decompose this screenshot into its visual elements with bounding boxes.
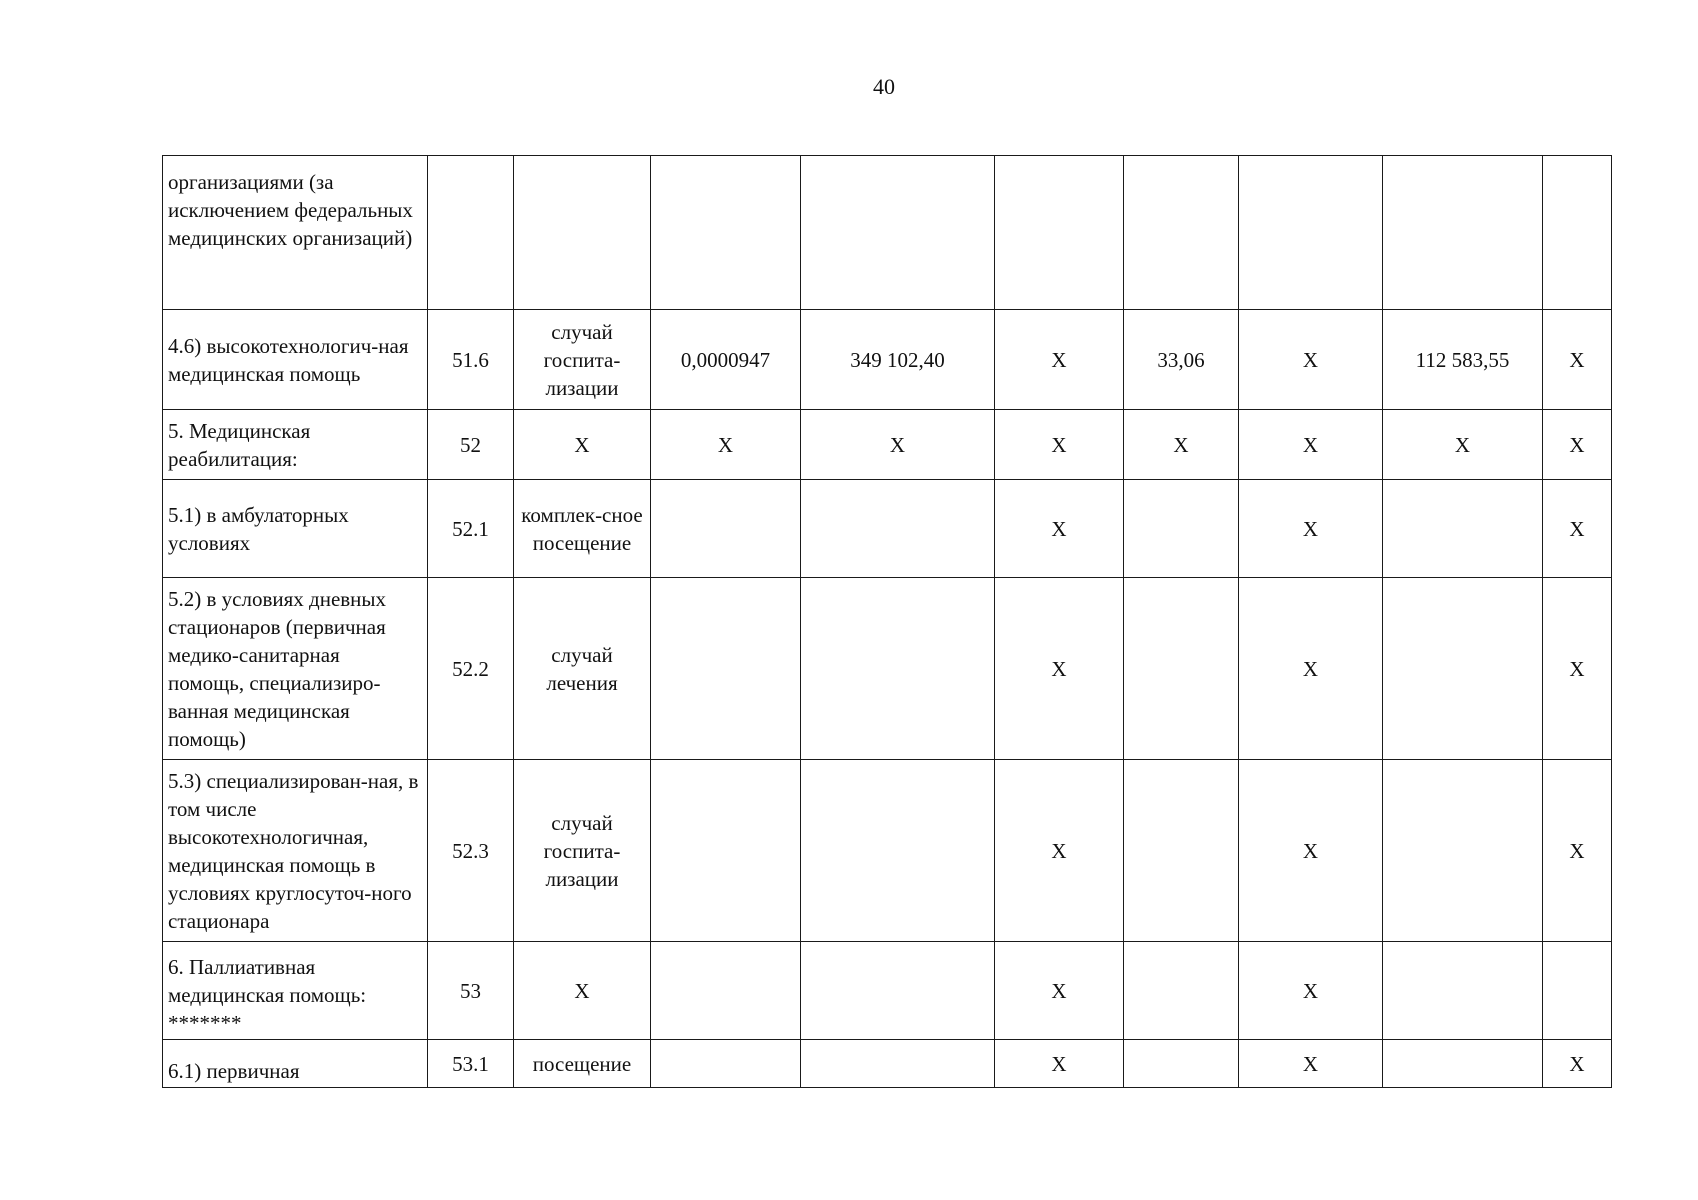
cell-col8: Х [1239,942,1383,1040]
cell-col8: Х [1239,1040,1383,1088]
row-code: 51.6 [428,310,514,410]
row-name: 5.2) в условиях дневных стационаров (первичная медико-санитарная помощь, специализиро-ванная медицинская помощь) [163,578,428,760]
cell-col6: Х [995,410,1124,480]
row-unit: комплек-сное посещение [514,480,651,578]
table-row [163,410,1612,480]
cell-col6 [995,156,1124,310]
cell-col10 [1543,942,1612,1040]
cell-col10: Х [1543,310,1612,410]
table-row [163,156,1612,310]
cell-col6: Х [995,1040,1124,1088]
row-unit: посещение [514,1040,651,1088]
table-row [163,310,1612,410]
cell-col6: Х [995,578,1124,760]
cell-col4: 0,0000947 [651,310,801,410]
table-row [163,1040,1612,1088]
cell-col5 [801,480,995,578]
cell-col6: Х [995,310,1124,410]
cell-col6: Х [995,480,1124,578]
cell-col4 [651,942,801,1040]
row-name: 5.1) в амбулаторных условиях [163,480,428,578]
row-code: 53 [428,942,514,1040]
row-code: 52.3 [428,760,514,942]
cell-col5 [801,760,995,942]
page-number: 40 [873,74,895,99]
cell-col7 [1124,156,1239,310]
row-name: 5. Медицинская реабилитация: [163,410,428,480]
table-row [163,480,1612,578]
cell-col5: 349 102,40 [801,310,995,410]
cell-col7 [1124,942,1239,1040]
row-unit: Х [514,410,651,480]
row-code: 52 [428,410,514,480]
cell-col10: Х [1543,760,1612,942]
cell-col6: Х [995,942,1124,1040]
cell-col9: 112 583,55 [1383,310,1543,410]
cell-col8: Х [1239,578,1383,760]
cell-col5 [801,942,995,1040]
cell-col10: Х [1543,410,1612,480]
cell-col9 [1383,1040,1543,1088]
cell-col8: Х [1239,310,1383,410]
row-code: 52.1 [428,480,514,578]
cell-col4 [651,578,801,760]
cell-col9 [1383,156,1543,310]
cell-col7: 33,06 [1124,310,1239,410]
cell-col7 [1124,480,1239,578]
table-row [163,760,1612,942]
cell-col7 [1124,1040,1239,1088]
cell-col5 [801,578,995,760]
row-unit [514,156,651,310]
cell-col5 [801,156,995,310]
row-code [428,156,514,310]
row-code: 53.1 [428,1040,514,1088]
row-name: 5.3) специализирован-ная, в том числе высокотехнологичная, медицинская помощь в условиях круглосуточ-ного стационара [163,760,428,942]
row-unit: случай госпита-лизации [514,310,651,410]
tariff-table [162,155,1612,1088]
cell-col9 [1383,480,1543,578]
row-name: 4.6) высокотехнологич-ная медицинская помощь [163,310,428,410]
cell-col5: Х [801,410,995,480]
row-unit: Х [514,942,651,1040]
cell-col4 [651,1040,801,1088]
cell-col9 [1383,578,1543,760]
cell-col10: Х [1543,578,1612,760]
cell-col9 [1383,942,1543,1040]
cell-col6: Х [995,760,1124,942]
table-row [163,942,1612,1040]
cell-col10: Х [1543,480,1612,578]
cell-col4 [651,480,801,578]
row-unit: случай лечения [514,578,651,760]
cell-col8: Х [1239,410,1383,480]
row-name: 6. Паллиативная медицинская помощь: ******* [163,942,428,1040]
row-code: 52.2 [428,578,514,760]
cell-col9: Х [1383,410,1543,480]
cell-col5 [801,1040,995,1088]
cell-col10: Х [1543,1040,1612,1088]
cell-col10 [1543,156,1612,310]
row-name: организациями (за исключением федеральных медицинских организаций) [163,156,428,310]
row-unit: случай госпита-лизации [514,760,651,942]
cell-col4 [651,760,801,942]
cell-col7: Х [1124,410,1239,480]
row-name: 6.1) первичная [163,1040,428,1088]
table-row [163,578,1612,760]
cell-col7 [1124,578,1239,760]
cell-col8: Х [1239,760,1383,942]
cell-col7 [1124,760,1239,942]
cell-col4: Х [651,410,801,480]
cell-col9 [1383,760,1543,942]
cell-col4 [651,156,801,310]
cell-col8 [1239,156,1383,310]
cell-col8: Х [1239,480,1383,578]
